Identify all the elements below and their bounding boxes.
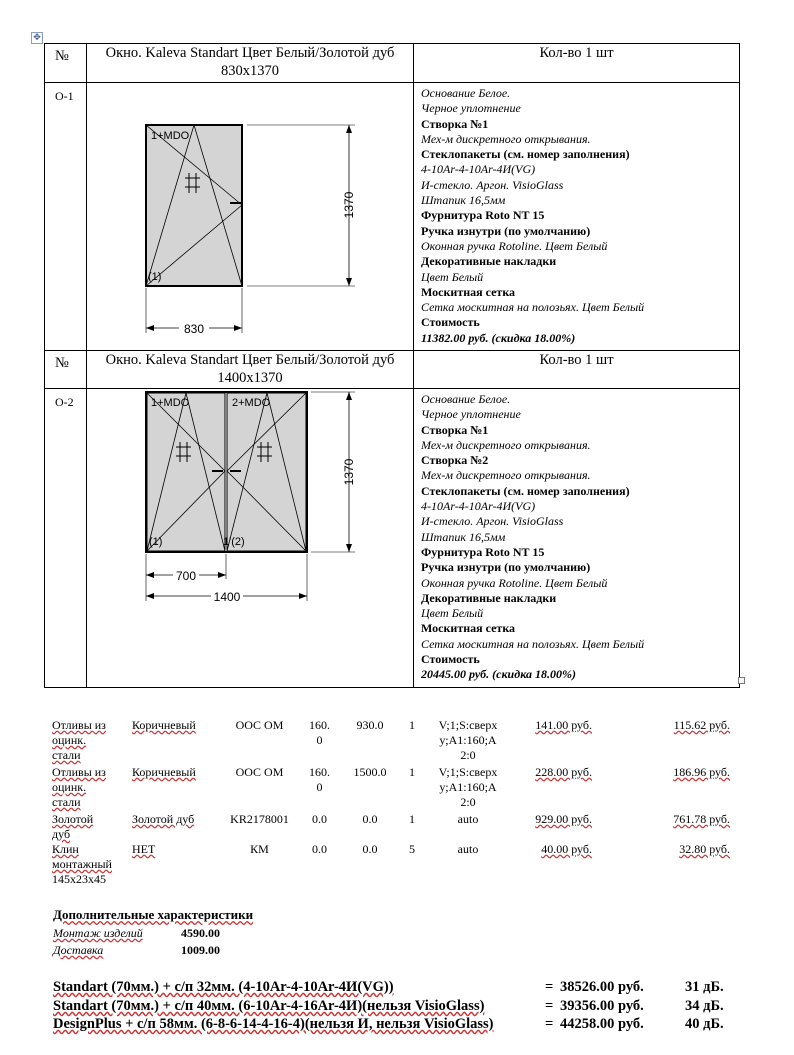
move-anchor-icon[interactable]: ✥ (31, 32, 43, 44)
option-noise: 31 дБ. (685, 979, 724, 995)
option-text: DesignPlus + с/п 58мм. (6-8-6-14-4-16-4)(нельзя И, нельзя VisioGlass) (53, 1016, 494, 1032)
window-title: Окно. Kaleva Standart Цвет Белый/Золотой дуб 830x1370 (87, 44, 414, 83)
spec-line: Сетка москитная на полозьях. Цвет Белый (421, 636, 645, 651)
spec-line: 11382.00 руб. (скидка 18.00%) (421, 330, 576, 345)
extras-row (52, 842, 742, 887)
extras-code: КМ (250, 842, 269, 856)
spec-line: Мех-м дискретного открывания. (421, 437, 591, 452)
extras-a: 0.0 (312, 842, 327, 856)
option-text: Standart (70мм.) + с/п 32мм. (4-10Ar-4-10Ar-4И(VG)) (53, 979, 394, 995)
additional-label: Доставка (53, 943, 104, 957)
header-number: № (45, 44, 87, 83)
header-number: № (45, 351, 87, 389)
option-equals: = (545, 1016, 554, 1032)
spec-line: Фурнитура Roto NT 15 (421, 208, 545, 223)
spec-line: Фурнитура Roto NT 15 (421, 544, 545, 559)
spec-line: Черное уплотнение (421, 407, 521, 422)
spec-line: Основание Белое. (421, 86, 511, 100)
extras-code: ООС ОМ (235, 765, 284, 779)
width-dimension: 830 (183, 322, 205, 336)
spec-line: Створка №1 (421, 116, 489, 131)
extras-price: 141.00 руб. (535, 718, 592, 732)
extras-total: 761.78 руб. (673, 812, 730, 826)
option-price: 38526.00 руб. (560, 979, 644, 995)
extras-row (52, 718, 742, 765)
window-frame (146, 125, 242, 286)
glazing-option (53, 979, 733, 997)
spec-line: Москитная сетка (421, 621, 516, 636)
extras-param: V;1;S:сверх у;A1:160;A 2:0 (438, 765, 498, 809)
extras-name: Отливы из оцинк. стали (52, 765, 106, 809)
window-row (45, 389, 740, 688)
spec-line: Штапик 16,5мм (421, 529, 506, 544)
window-spec (414, 83, 740, 351)
extras-code: KR2178001 (230, 812, 289, 826)
spec-line: Цвет Белый (421, 606, 484, 621)
extras-color: Золотой дуб (132, 812, 195, 826)
option-equals: = (545, 998, 554, 1014)
spec-line: Черное уплотнение (421, 101, 521, 116)
spec-line: Москитная сетка (421, 284, 516, 299)
height-dimension: 1370 (342, 191, 356, 219)
quantity-header: Кол-во 1 шт (414, 44, 740, 83)
extras-total: 186.96 руб. (673, 765, 730, 779)
sash-label: 1+MDO (151, 397, 190, 409)
option-noise: 40 дБ. (685, 1016, 724, 1032)
option-text: Standart (70мм.) + с/п 40мм. (6-10Ar-4-16Ar-4И)(нельзя VisioGlass) (53, 998, 485, 1014)
sash-label: 2+MDO (232, 397, 271, 409)
extras-total: 115.62 руб. (673, 718, 730, 732)
extras-param: V;1;S:сверх у;A1:160;A 2:0 (438, 718, 498, 762)
window-title: Окно. Kaleva Standart Цвет Белый/Золотой дуб 1400x1370 (87, 351, 414, 389)
extras-price: 40.00 руб. (541, 842, 592, 856)
additional-item (53, 926, 220, 941)
window-row (45, 83, 740, 351)
extras-qty: 1 (409, 765, 415, 779)
spec-line: Штапик 16,5мм (421, 193, 506, 208)
extras-code: ООС ОМ (235, 718, 284, 732)
extras-b: 0.0 (362, 812, 378, 826)
sash-bottom-label: (1) (149, 536, 163, 548)
spec-line: 4-10Ar-4-10Ar-4И(VG) (421, 162, 536, 177)
additional-value: 1009.00 (181, 943, 220, 957)
extras-total: 32.80 руб. (679, 842, 730, 856)
additional-value: 4590.00 (181, 926, 220, 940)
height-dimension: 1370 (342, 458, 356, 486)
additional-label: Монтаж изделий (53, 926, 143, 940)
extras-color: Коричневый (132, 765, 196, 779)
spec-line: 20445.00 руб. (скидка 18.00%) (421, 667, 576, 682)
glazing-option (53, 1016, 733, 1034)
extras-b: 0.0 (362, 842, 378, 856)
spec-line: Створка №1 (421, 422, 489, 437)
option-price: 39356.00 руб. (560, 998, 644, 1014)
extras-color: Коричневый (132, 718, 196, 732)
sash-width-dimension: 700 (175, 569, 197, 583)
window-header-row (45, 44, 740, 83)
table-resize-handle[interactable] (738, 677, 745, 684)
extras-b: 1500.0 (353, 765, 387, 779)
spec-line: Сетка москитная на полозьях. Цвет Белый (421, 300, 645, 315)
extras-qty: 5 (409, 842, 415, 856)
window-drawing-cell (87, 83, 414, 351)
spec-list (421, 86, 739, 346)
spec-line: Мех-м дискретного открывания. (421, 468, 591, 483)
window-id: О-2 (45, 389, 87, 688)
extras-name: Клин монтажный 145x23x45 (52, 842, 112, 886)
spec-line: Стоимость (421, 315, 480, 330)
extras-param: auto (457, 842, 479, 856)
quantity-header: Кол-во 1 шт (414, 351, 740, 389)
extras-param: auto (457, 812, 479, 826)
extras-price: 228.00 руб. (535, 765, 592, 779)
spec-line: Мех-м дискретного открывания. (421, 131, 591, 146)
spec-line: Ручка изнутри (по умолчанию) (421, 560, 591, 575)
spec-line: Оконная ручка Rotoline. Цвет Белый (421, 575, 608, 590)
extras-row (52, 765, 742, 812)
sash-bottom-label: (1) (148, 271, 162, 283)
spec-line: Стеклопакеты (см. номер заполнения) (421, 483, 630, 498)
sash-label: 1+MDO (151, 130, 190, 142)
spec-line: Декоративные накладки (421, 254, 557, 269)
extras-qty: 1 (409, 812, 415, 826)
window-spec (414, 389, 740, 688)
spec-line: И-стекло. Аргон. VisioGlass (421, 514, 564, 529)
option-noise: 34 дБ. (685, 998, 724, 1014)
window-drawing (87, 389, 414, 682)
extras-price: 929.00 руб. (535, 812, 592, 826)
option-price: 44258.00 руб. (560, 1016, 644, 1032)
extras-a: 0.0 (312, 812, 327, 826)
extras-name: Золотой дуб (52, 812, 94, 841)
window-header-row (45, 351, 740, 389)
spec-line: Основание Белое. (421, 392, 511, 406)
spec-line: Стеклопакеты (см. номер заполнения) (421, 147, 630, 162)
additional-title: Дополнительные характеристики (53, 907, 254, 922)
sash-bottom-label: 1'(2) (223, 536, 245, 548)
extras-b: 930.0 (356, 718, 384, 732)
spec-line: Ручка изнутри (по умолчанию) (421, 223, 591, 238)
spec-line: 4-10Ar-4-10Ar-4И(VG) (421, 499, 536, 514)
extras-name: Отливы из оцинк. стали (52, 718, 106, 762)
spec-line: Декоративные накладки (421, 590, 557, 605)
option-equals: = (545, 979, 554, 995)
window-drawing (87, 83, 414, 345)
glazing-option (53, 998, 733, 1016)
spec-line: И-стекло. Аргон. VisioGlass (421, 177, 564, 192)
window-id: О-1 (45, 83, 87, 351)
spec-line: Стоимость (421, 652, 480, 667)
extras-qty: 1 (409, 718, 415, 732)
spec-line: Створка №2 (421, 453, 489, 468)
extras-color: НЕТ (132, 842, 156, 856)
extras-a: 160. 0 (309, 718, 330, 747)
windows-table (44, 43, 740, 688)
extras-a: 160. 0 (309, 765, 330, 794)
additional-item (53, 943, 220, 958)
extras-row (52, 812, 742, 842)
spec-line: Цвет Белый (421, 269, 484, 284)
width-dimension: 1400 (213, 590, 241, 604)
spec-line: Оконная ручка Rotoline. Цвет Белый (421, 238, 608, 253)
window-drawing-cell (87, 389, 414, 688)
spec-list (421, 392, 739, 683)
